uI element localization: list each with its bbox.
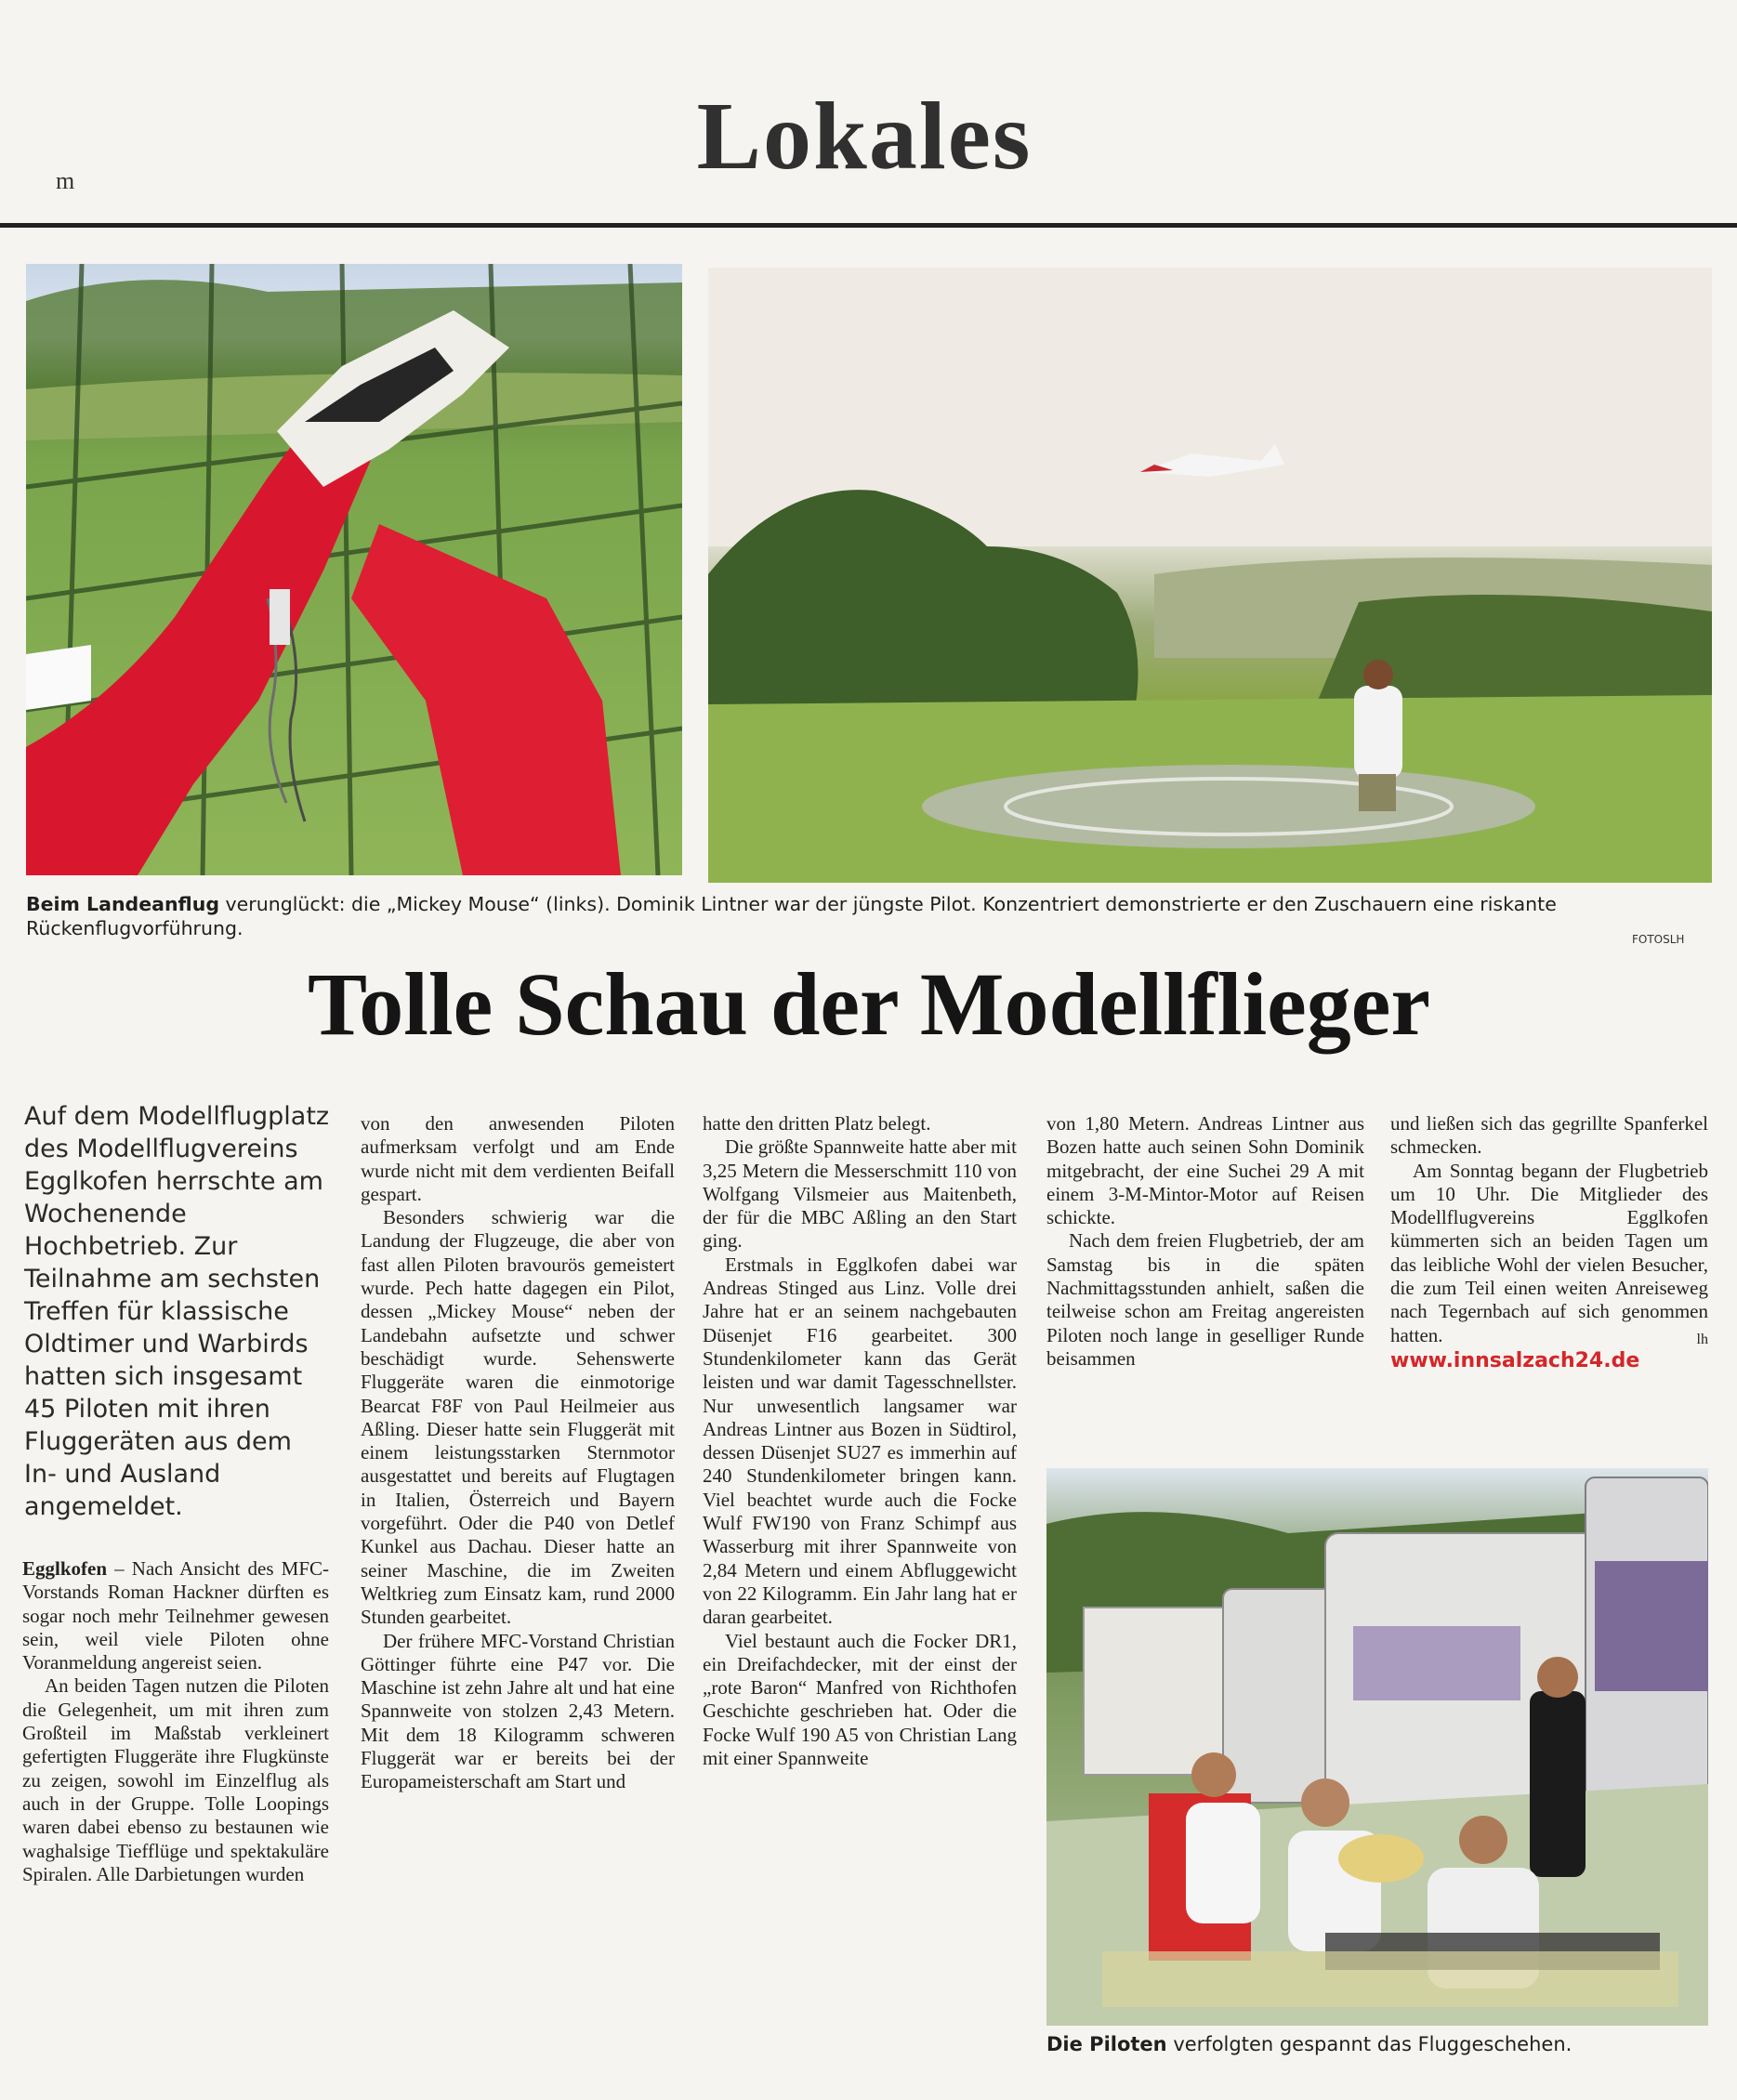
photo-pilot-field: [708, 268, 1712, 883]
column-5-paragraph-1: und ließen sich das gegrillte Spanferkel schmecken.: [1390, 1112, 1708, 1159]
article-column-1: [22, 1557, 329, 1886]
column-3-paragraph-3: Erstmals in Egglkofen dabei war Andreas Stinged aus Linz. Volle drei Jahre hat er an seinem nachgebauten Düsenjet F16 gearbeitet. 300 Stundenkilometer kann das Gerät leisten und war damit Tagesschnellster. Nur unwesentlich langsamer war Andreas Lintner aus Bozen in Südtirol, dessen Düsenjet SU27 es immerhin auf 240 Stundenkilometer bringen kann. Viel beachtet wurde auch die Focke Wulf FW190 von Franz Schimpf aus Wasserburg mit ihrer Spannweite von 2,84 Metern und einem Abfluggewicht von 22 Kilogramm. Ein Jahr lang hat er daran gearbeitet.: [703, 1253, 1017, 1629]
article-column-3: [703, 1112, 1017, 1770]
column-2-paragraph-3: Der frühere MFC-Vorstand Christian Göttinger führte eine P47 vor. Die Maschine ist zehn Jahre alt und hat eine Spannweite von stolzen 2,43 Metern. Mit dem 18 Kilogramm schweren Fluggerät war er bereits bei der Europameisterschaft am Start und: [361, 1629, 675, 1793]
weblink[interactable]: www.innsalzach24.de: [1390, 1348, 1640, 1372]
dateline: Egglkofen: [22, 1557, 108, 1580]
author-tag: lh: [1696, 1331, 1708, 1347]
photo-credit: FOTOSLH: [1632, 933, 1685, 946]
column-5-paragraph-2-text: Am Sonntag begann der Flugbetrieb um 10 Uhr. Die Mitglieder des Modellflugvereins Egglkofen kümmerten sich an beiden Tagen um das leibliche Wohl der vielen Besucher, die zum Teil einen weiten Anreiseweg nach Tegernbach auf sich genommen hatten.: [1390, 1159, 1708, 1346]
bottom-caption-lead: Die Piloten: [1046, 2033, 1167, 2055]
column-5-paragraph-2: [1390, 1160, 1708, 1347]
column-2-paragraph-1: von den anwesenden Piloten aufmerksam verfolgt und am Ende wurde nicht mit dem verdienten Beifall gespart.: [361, 1112, 675, 1205]
top-caption-text: verunglückt: die „Mickey Mouse“ (links). Dominik Lintner war der jüngste Pilot. Konzentriert demonstrierte er den Zuschauern eine riskante Rückenflugvorführung.: [26, 893, 1557, 939]
article-lead: Auf dem Modellflugplatz des Modellflugvereins Egglkofen herrschte am Wochenende Hochbetrieb. Zur Teilnahme am sechsten Treffen für klassische Oldtimer und Warbirds hatten sich insgesamt 45 Piloten mit ihren Fluggeräten aus dem In- und Ausland angemeldet.: [24, 1102, 330, 1521]
column-1-paragraph-2: An beiden Tagen nutzen die Piloten die Gelegenheit, um mit ihren zum Großteil im Maßstab verkleinert gefertigten Fluggeräte ihre Flugkünste zu zeigen, sowohl im Einzelflug als auch in der Gruppe. Tolle Loopings waren dabei ebenso zu bestaunen wie waghalsige Tiefflüge und spektakuläre Spiralen. Alle Darbietungen wurden: [22, 1674, 329, 1885]
article-column-4: [1046, 1112, 1364, 1371]
photo-crashed-plane: [26, 264, 682, 875]
bottom-caption-text: verfolgten gespannt das Fluggeschehen.: [1173, 2033, 1573, 2055]
column-2-paragraph-2: Besonders schwierig war die Landung der Flugzeuge, die aber von fast allen Piloten bravourös gemeistert wurde. Pech hatte dagegen ein Pilot, dessen „Mickey Mouse“ neben der Landebahn aufsetzte und schwer beschädigt wurde. Sehenswerte Fluggeräte waren die einmotorige Bearcat F8F von Paul Heilmeier aus Aßling. Dieser hatte sein Fluggerät mit einem leistungsstarken Sternmotor ausgestattet und bereits auf Flugtagen in Italien, Österreich und Bayern vorgeführt. Oder die P40 von Detlef Kunkel aus Dachau. Dieser hatte an seiner Maschine, die im Zweiten Weltkrieg zum Einsatz kam, rund 2000 Stunden gearbeitet.: [361, 1206, 675, 1629]
pilots-caravans-illustration: [1046, 1468, 1708, 2026]
section-title: Lokales: [696, 83, 1033, 190]
top-photo-caption: [26, 892, 1712, 940]
header-rule: [0, 223, 1737, 228]
pilot-field-illustration: [708, 268, 1712, 883]
article-column-5: [1390, 1112, 1708, 1372]
column-3-paragraph-2: Die größte Spannweite hatte aber mit 3,25 Metern die Messerschmitt 110 von Wolfgang Vilsmeier aus Maitenbeth, der für die MBC Aßling an den Start ging.: [703, 1135, 1017, 1253]
column-3-paragraph-1: hatte den dritten Platz belegt.: [703, 1112, 931, 1135]
column-1-paragraph-1-text: – Nach Ansicht des MFC-Vorstands Roman Hackner dürften es sogar noch mehr Teilnehmer gewesen sein, weil viele Piloten ohne Voranmeldung angereist seien.: [22, 1557, 330, 1674]
page-letter: m: [56, 167, 75, 194]
column-4-paragraph-2: Nach dem freien Flugbetrieb, der am Samstag bis in die späten Nachmittagsstunden anhielt, saßen die teilweise schon am Freitag angereisten Piloten noch lange in geselliger Runde beisammen: [1046, 1229, 1364, 1370]
column-4-paragraph-1: von 1,80 Metern. Andreas Lintner aus Bozen hatte auch seinen Sohn Dominik mitgebracht, der eine Suchei 29 A mit einem 3-M-Mintor-Motor auf Reisen schickte.: [1046, 1112, 1364, 1229]
column-1-paragraph-1: [22, 1557, 329, 1674]
bottom-photo-caption: [1046, 2033, 1708, 2055]
article-column-2: [361, 1112, 675, 1794]
crashed-plane-illustration: [26, 264, 682, 875]
article-headline: Tolle Schau der Modellflieger: [308, 954, 1430, 1054]
column-3-paragraph-4: Viel bestaunt auch die Focker DR1, ein Dreifachdecker, mit der einst der „rote Baron“ Manfred von Richthofen Geschichte geschrieben hat. Oder die Focke Wulf 190 A5 von Christian Lang mit einer Spannweite: [703, 1629, 1017, 1770]
top-caption-lead: Beim Landeanflug: [26, 893, 220, 915]
photo-pilots-caravans: [1046, 1468, 1708, 2026]
